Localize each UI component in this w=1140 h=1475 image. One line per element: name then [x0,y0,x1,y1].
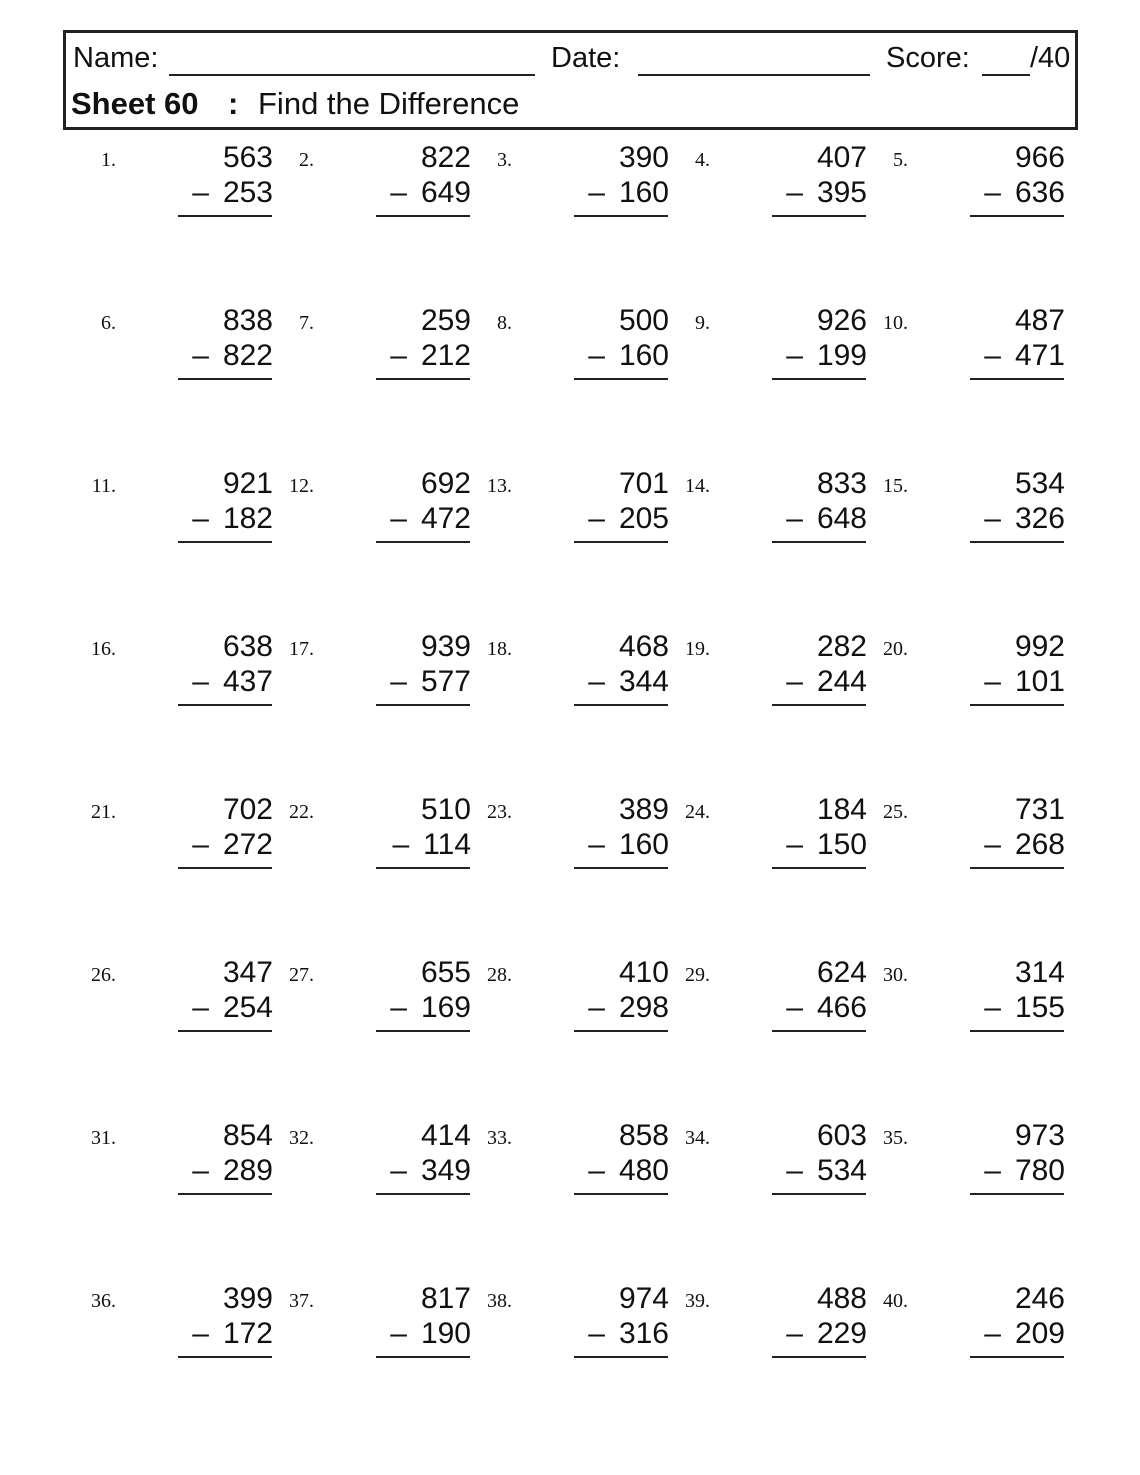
date-field[interactable] [638,74,870,76]
minuend: 534 [1014,467,1065,500]
problem-21 [86,795,276,885]
minus-sign: – [588,502,605,535]
subtrahend-row [588,178,669,208]
problem-number: 35. [883,1127,908,1149]
minuend: 858 [618,1119,669,1152]
minus-sign: – [786,176,803,209]
minus-sign: – [984,502,1001,535]
minus-sign: – [984,991,1001,1024]
problem-39 [680,1284,870,1374]
minuend: 833 [816,467,867,500]
problem-number: 36. [91,1290,116,1312]
subtrahend-row [390,341,471,371]
subtrahend: 150 [816,828,867,861]
minuend: 407 [816,141,867,174]
subtrahend-row [984,1156,1065,1186]
subtrahend: 169 [420,991,471,1024]
problem-8 [482,306,672,396]
subtrahend: 101 [1014,665,1065,698]
subtrahend: 648 [816,502,867,535]
worksheet-title: Find the Difference [258,86,520,121]
problem-number: 17. [289,638,314,660]
minus-sign: – [390,991,407,1024]
minus-sign: – [786,828,803,861]
answer-line[interactable] [178,1193,272,1195]
subtrahend-row [390,1156,471,1186]
subtrahend-row [984,1319,1065,1349]
answer-line[interactable] [574,867,668,869]
problem-number: 38. [487,1290,512,1312]
minus-sign: – [588,991,605,1024]
minuend: 966 [1014,141,1065,174]
problem-13 [482,469,672,559]
answer-line[interactable] [970,704,1064,706]
score-label: Score: [886,42,970,74]
minuend: 701 [618,467,669,500]
answer-line[interactable] [574,378,668,380]
minuend: 468 [618,630,669,663]
answer-line[interactable] [970,1030,1064,1032]
problem-33 [482,1121,672,1211]
answer-line[interactable] [178,1030,272,1032]
problem-number: 4. [695,149,710,171]
minus-sign: – [390,176,407,209]
problem-number: 25. [883,801,908,823]
minuend: 854 [222,1119,273,1152]
minus-sign: – [588,665,605,698]
minus-sign: – [392,828,410,861]
problem-number: 33. [487,1127,512,1149]
problem-number: 2. [299,149,314,171]
subtrahend-row [192,993,273,1023]
minuend: 410 [618,956,669,989]
subtrahend: 316 [618,1317,669,1350]
minuend: 973 [1014,1119,1065,1152]
minus-sign: – [390,1154,407,1187]
subtrahend-row [390,504,471,534]
minuend: 731 [1014,793,1065,826]
subtrahend-row [390,993,471,1023]
subtrahend: 155 [1014,991,1065,1024]
minuend: 655 [420,956,471,989]
minus-sign: – [192,1154,209,1187]
subtrahend: 244 [816,665,867,698]
problem-number: 13. [487,475,512,497]
subtrahend: 636 [1014,176,1065,209]
subtrahend: 272 [222,828,273,861]
problem-number: 32. [289,1127,314,1149]
problem-number: 12. [289,475,314,497]
problem-23 [482,795,672,885]
answer-line[interactable] [178,1356,272,1358]
subtrahend: 160 [618,176,669,209]
problem-17 [284,632,474,722]
minus-sign: – [786,991,803,1024]
title-separator: : [228,86,239,121]
answer-line[interactable] [772,1193,866,1195]
problem-40 [878,1284,1068,1374]
minuend: 817 [420,1282,471,1315]
problem-2 [284,143,474,233]
problem-number: 29. [685,964,710,986]
problem-number: 11. [91,475,116,497]
subtrahend: 172 [222,1317,273,1350]
minuend: 184 [816,793,867,826]
minus-sign: – [588,828,605,861]
problem-26 [86,958,276,1048]
answer-line[interactable] [772,704,866,706]
problem-number: 37. [289,1290,314,1312]
minus-sign: – [786,339,803,372]
subtrahend-row [984,830,1065,860]
problem-11 [86,469,276,559]
subtrahend-row [192,667,273,697]
minuend: 399 [222,1282,273,1315]
problem-number: 24. [685,801,710,823]
answer-line[interactable] [178,867,272,869]
sheet-id: Sheet 60 [71,86,199,121]
minuend: 822 [420,141,471,174]
answer-line[interactable] [772,1356,866,1358]
minuend: 314 [1014,956,1065,989]
problem-38 [482,1284,672,1374]
problem-37 [284,1284,474,1374]
answer-line[interactable] [772,215,866,217]
subtrahend: 182 [222,502,273,535]
minus-sign: – [390,339,407,372]
problem-number: 5. [893,149,908,171]
subtrahend: 349 [420,1154,471,1187]
minus-sign: – [390,665,407,698]
minuend: 603 [816,1119,867,1152]
subtrahend-row [588,341,669,371]
subtrahend-row [192,341,273,371]
problem-number: 34. [685,1127,710,1149]
subtrahend: 344 [618,665,669,698]
problem-12 [284,469,474,559]
subtrahend-row [984,504,1065,534]
problem-number: 10. [883,312,908,334]
subtrahend-row [390,1319,471,1349]
answer-line[interactable] [376,215,470,217]
answer-line[interactable] [574,541,668,543]
problem-14 [680,469,870,559]
subtrahend-row [192,1156,273,1186]
subtrahend: 466 [816,991,867,1024]
subtrahend-row [984,667,1065,697]
subtrahend-row [192,1319,273,1349]
subtrahend: 205 [618,502,669,535]
subtrahend-row [588,1156,669,1186]
minuend: 390 [618,141,669,174]
name-label: Name: [73,42,159,74]
answer-line[interactable] [574,215,668,217]
subtrahend: 534 [816,1154,867,1187]
minuend: 389 [618,793,669,826]
problem-10 [878,306,1068,396]
problem-number: 3. [497,149,512,171]
minus-sign: – [786,665,803,698]
answer-line[interactable] [970,1356,1064,1358]
subtrahend: 326 [1014,502,1065,535]
problem-6 [86,306,276,396]
subtrahend-row [588,1319,669,1349]
answer-line[interactable] [574,1193,668,1195]
minuend: 563 [222,141,273,174]
minus-sign: – [984,1317,1001,1350]
problem-number: 16. [91,638,116,660]
problem-36 [86,1284,276,1374]
subtrahend: 780 [1014,1154,1065,1187]
minuend: 702 [222,793,273,826]
minuend: 259 [420,304,471,337]
answer-line[interactable] [772,1030,866,1032]
problem-number: 21. [91,801,116,823]
problem-number: 28. [487,964,512,986]
minus-sign: – [192,502,209,535]
date-label: Date: [551,42,621,74]
problem-24 [680,795,870,885]
problem-3 [482,143,672,233]
subtrahend-row [984,341,1065,371]
subtrahend-row [192,830,273,860]
minus-sign: – [192,176,209,209]
subtrahend: 160 [618,339,669,372]
worksheet-header [63,30,1078,130]
problem-30 [878,958,1068,1048]
subtrahend-row [390,667,471,697]
problem-32 [284,1121,474,1211]
subtrahend-row [984,993,1065,1023]
minuend: 414 [420,1119,471,1152]
problem-16 [86,632,276,722]
subtrahend-row [984,178,1065,208]
minuend: 838 [222,304,273,337]
problem-number: 9. [695,312,710,334]
subtrahend-row [786,830,867,860]
minuend: 939 [420,630,471,663]
problem-number: 31. [91,1127,116,1149]
minus-sign: – [588,339,605,372]
subtrahend: 298 [618,991,669,1024]
minuend: 347 [222,956,273,989]
problem-35 [878,1121,1068,1211]
subtrahend-row [588,667,669,697]
problem-number: 6. [101,312,116,334]
problem-4 [680,143,870,233]
subtrahend-row [588,504,669,534]
minus-sign: – [192,339,209,372]
problem-27 [284,958,474,1048]
problem-number: 30. [883,964,908,986]
subtrahend: 437 [222,665,273,698]
minus-sign: – [390,1317,407,1350]
subtrahend-row [786,667,867,697]
minus-sign: – [786,502,803,535]
problem-9 [680,306,870,396]
problem-22 [284,795,474,885]
problem-19 [680,632,870,722]
minus-sign: – [588,1317,605,1350]
subtrahend-row [588,993,669,1023]
minuend: 487 [1014,304,1065,337]
answer-line[interactable] [970,378,1064,380]
subtrahend-row [786,341,867,371]
subtrahend: 254 [222,991,273,1024]
problem-5 [878,143,1068,233]
subtrahend-row [786,504,867,534]
subtrahend-row [588,830,669,860]
answer-line[interactable] [376,1193,470,1195]
problem-number: 7. [299,312,314,334]
problem-number: 14. [685,475,710,497]
answer-line[interactable] [178,215,272,217]
minus-sign: – [390,502,407,535]
subtrahend: 395 [816,176,867,209]
minus-sign: – [984,665,1001,698]
subtrahend-row [392,830,471,860]
subtrahend-row [192,504,273,534]
minuend: 246 [1014,1282,1065,1315]
minus-sign: – [786,1317,803,1350]
problem-20 [878,632,1068,722]
subtrahend-row [786,1319,867,1349]
subtrahend: 209 [1014,1317,1065,1350]
answer-line[interactable] [574,1356,668,1358]
minuend: 921 [222,467,273,500]
name-field[interactable] [169,74,535,76]
minuend: 974 [618,1282,669,1315]
answer-line[interactable] [772,378,866,380]
problem-number: 39. [685,1290,710,1312]
score-total: /40 [1030,42,1071,74]
subtrahend: 199 [816,339,867,372]
answer-line[interactable] [178,704,272,706]
minuend: 692 [420,467,471,500]
minus-sign: – [192,1317,209,1350]
minus-sign: – [786,1154,803,1187]
problem-number: 22. [289,801,314,823]
answer-line[interactable] [772,867,866,869]
problem-number: 23. [487,801,512,823]
minuend: 624 [816,956,867,989]
minuend: 926 [816,304,867,337]
subtrahend: 253 [222,176,273,209]
problem-7 [284,306,474,396]
answer-line[interactable] [178,541,272,543]
minuend: 510 [420,793,471,826]
problem-number: 20. [883,638,908,660]
answer-line[interactable] [376,704,470,706]
problem-number: 8. [497,312,512,334]
answer-line[interactable] [376,1030,470,1032]
subtrahend: 471 [1014,339,1065,372]
subtrahend: 480 [618,1154,669,1187]
answer-line[interactable] [772,541,866,543]
minus-sign: – [588,1154,605,1187]
problem-1 [86,143,276,233]
minus-sign: – [192,828,209,861]
minus-sign: – [192,665,209,698]
problem-number: 27. [289,964,314,986]
problem-25 [878,795,1068,885]
problem-number: 40. [883,1290,908,1312]
minus-sign: – [984,339,1001,372]
subtrahend-row [192,178,273,208]
minuend: 282 [816,630,867,663]
subtrahend: 577 [420,665,471,698]
problem-number: 26. [91,964,116,986]
minus-sign: – [984,1154,1001,1187]
answer-line[interactable] [376,1356,470,1358]
answer-line[interactable] [574,704,668,706]
minus-sign: – [984,176,1001,209]
problem-15 [878,469,1068,559]
minuend: 638 [222,630,273,663]
subtrahend-row [786,1156,867,1186]
problem-28 [482,958,672,1048]
problem-18 [482,632,672,722]
answer-line[interactable] [970,867,1064,869]
subtrahend: 190 [420,1317,471,1350]
subtrahend-row [390,178,471,208]
subtrahend-row [786,178,867,208]
subtrahend-row [786,993,867,1023]
problem-number: 19. [685,638,710,660]
answer-line[interactable] [376,378,470,380]
problem-number: 15. [883,475,908,497]
subtrahend: 229 [816,1317,867,1350]
minus-sign: – [588,176,605,209]
problem-34 [680,1121,870,1211]
minuend: 488 [816,1282,867,1315]
answer-line[interactable] [970,215,1064,217]
minus-sign: – [984,828,1001,861]
subtrahend: 472 [420,502,471,535]
answer-line[interactable] [970,1193,1064,1195]
subtrahend: 212 [420,339,471,372]
problem-number: 1. [101,149,116,171]
minuend: 992 [1014,630,1065,663]
answer-line[interactable] [970,541,1064,543]
subtrahend: 114 [423,828,471,861]
minuend: 500 [618,304,669,337]
answer-line[interactable] [376,541,470,543]
subtrahend: 649 [420,176,471,209]
answer-line[interactable] [178,378,272,380]
problem-number: 18. [487,638,512,660]
problem-31 [86,1121,276,1211]
minus-sign: – [192,991,209,1024]
answer-line[interactable] [574,1030,668,1032]
answer-line[interactable] [376,867,470,869]
subtrahend: 289 [222,1154,273,1187]
subtrahend: 822 [222,339,273,372]
subtrahend: 268 [1014,828,1065,861]
subtrahend: 160 [618,828,669,861]
problem-29 [680,958,870,1048]
score-field[interactable] [982,74,1030,76]
